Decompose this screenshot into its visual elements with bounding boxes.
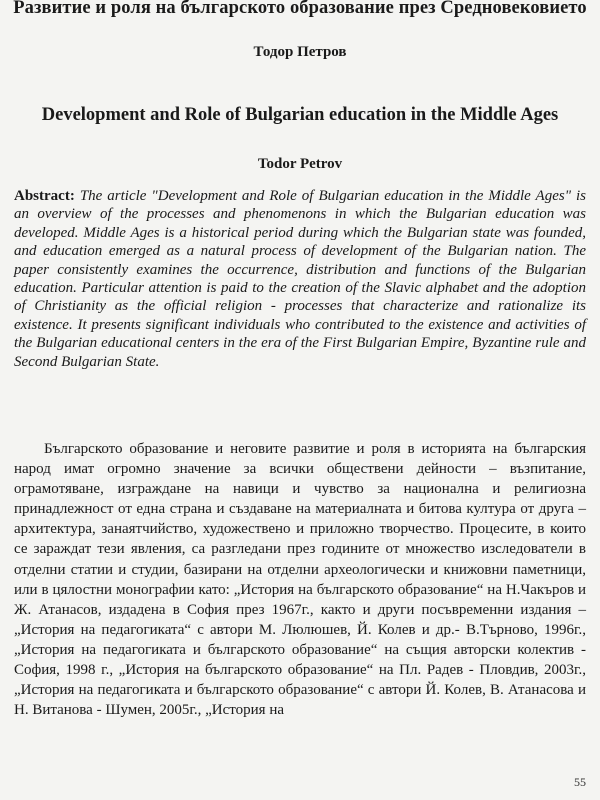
abstract-text: The article "Development and Role of Bulgarian education in the Middle Ages" is an overview of the processes and phenomenons in which the Bulgarian education was developed. Middle Ages is a historical period during which the Bulgarian state was founded, and education emerged as a natural process of development of the Bulgarian nation. The paper consistently examines the occurrence, distribution and functions of the Bulgarian education. Particular attention is paid to the creation of the Slavic alphabet and the adoption of Christianity as the official religion - processes that characterize and rationalize its existence. It presents significant individuals who contributed to the existence and activities of the Bulgarian educational centers in the era of the First Bulgarian Empire, Byzantine rule and Second Bulgarian State. (14, 188, 586, 370)
body-paragraph: Българското образование и неговите развитие и роля в историята на българския народ имат огромно значение за всички обществени дейности – възпитание, ограмотяване, изграждане на навици и чувство за национална и религиозна принадлежност от една страна и създаване на материалната и битова култура от друга – архитектура, занаятчийство, художествено и приложно творчество. Процесите, в които се зараждат тези явления, са разгледани през годините от множество изследователи в отделни статии и студии, базирани на отделни археологически и книжовни паметници, или в цялостни монографии като: „История на българското образование“ на Н.Чакъров и Ж. Атанасов, издадена в София през 1967г., както и други посъвременни издания – „История на педагогиката“ с автори М. Люлюшев, Й. Колев и др.- В.Търново, 1996г., „История на педагогиката и българското образование“ на същия авторски колектив - София, 1998 г., „История на българското образование“ на Пл. Радев - Пловдив, 2003г., „История на педагогиката и българското образование“ с автори Й. Колев, В. Атанасова и Н. Витанова - Шумен, 2005г., „История на (14, 441, 586, 719)
title-english: Development and Role of Bulgarian education in the Middle Ages (41, 105, 559, 125)
author-english: Todor Petrov (257, 156, 343, 172)
abstract-label: Abstract: (14, 188, 75, 204)
abstract (14, 187, 586, 371)
author-bulgarian: Тодор Петров (253, 44, 347, 60)
page-number: 55 (574, 775, 586, 789)
title-bulgarian: Развитие и роля на българското образование през Средновековието (13, 0, 587, 18)
